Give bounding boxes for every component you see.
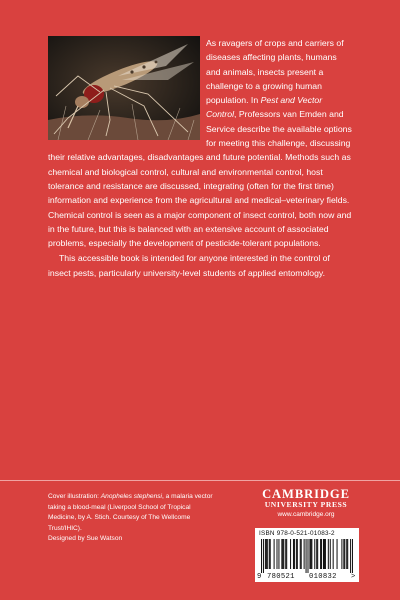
barcode-bar [281,539,282,569]
barcode-bar [317,539,318,569]
barcode-bar [294,539,295,569]
barcode-bars-icon [261,539,353,573]
barcode-bar [311,539,312,569]
barcode-bar [352,539,353,573]
back-cover-blurb [48,36,352,280]
isbn-label: ISBN 978-0-521-01083-2 [259,530,335,537]
publisher-subname: UNIVERSITY PRESS [264,500,348,509]
barcode-bar [270,539,271,569]
barcode-bar [307,539,308,573]
barcode-group-1: 780521 [267,573,295,581]
blurb-text-segment: , Professors van Emden and Service describe the available options for meeting this challenge, discussing their relative advantages, disadvantages and future potential. Methods such as chemical and biological control, cultural and environmental control, host tolerance and resistance are discussed, integrating (often for the first time) information and experience from the agricultural and medical–veterinary fields. Chemical control is seen as a major component of insect control, both now and in the future, but this is balanced with an extensive account of associated problems, especially the development of pesticide-tolerant populations. [48,109,352,249]
barcode-bar [276,539,277,569]
barcode-bar [267,539,268,569]
barcode-bar [278,539,279,569]
designer-credit: Designed by Sue Watson [48,535,123,543]
publisher-logo [250,488,362,519]
barcode-bar [316,539,317,569]
barcode-bar [297,539,298,569]
barcode-bar [293,539,294,569]
barcode-bar [290,539,291,569]
barcode-bar [330,539,331,569]
barcode-bar [325,539,326,569]
barcode-bar [328,539,329,569]
barcode-bar [304,539,305,569]
barcode-bar [323,539,324,569]
barcode-bar [266,539,267,569]
barcode-bar [321,539,322,569]
barcode-bar [300,539,301,569]
barcode-lead-digit: 9 [257,573,262,581]
barcode-bar [296,539,297,569]
cover-credits [48,492,220,545]
barcode-bar [285,539,286,569]
barcode-bar [337,539,338,569]
barcode-bar [309,539,310,569]
blurb-text-segment: As ravagers of crops and carriers of diseases affecting plants, humans and animals, insects present a challenge to a growing human population. In [206,38,344,106]
barcode-bar [265,539,266,569]
book-title-italic: Pest and Vector Control [206,95,323,120]
barcode-bar [314,539,315,569]
cover-illustration-credit: Cover illustration: Anopheles stephensi, a malaria vector taking a blood-meal (Liverpool School of Tropical Medicine, by A. Stich. Courtesy of The Wellcome Trust/IHIC). [48,493,213,532]
publisher-name: CAMBRIDGE [262,487,350,501]
barcode-group-2: 010832 [309,573,337,581]
barcode-bar [269,539,270,569]
barcode-bar [347,539,348,569]
barcode-bar [320,539,321,569]
barcode-bar [261,539,262,573]
barcode [255,528,359,582]
barcode-bar [341,539,342,569]
barcode-bar [333,539,334,569]
barcode-bar [286,539,287,569]
barcode-tail: > [351,573,356,581]
barcode-bar [350,539,351,573]
barcode-bar [301,539,302,569]
barcode-bar [343,539,344,569]
barcode-bar [324,539,325,569]
blurb-paragraph-2: This accessible book is intended for anyone interested in the control of insect pests, particularly university-level students of applied entomology. [48,253,330,278]
barcode-bar [263,539,264,573]
barcode-bar [346,539,347,569]
publisher-url: www.cambridge.org [277,511,335,518]
barcode-bar [306,539,307,573]
barcode-bar [344,539,345,569]
barcode-bar [283,539,284,569]
barcode-bar [274,539,275,569]
barcode-bar [310,539,311,569]
barcode-bar [282,539,283,569]
divider [0,480,400,481]
